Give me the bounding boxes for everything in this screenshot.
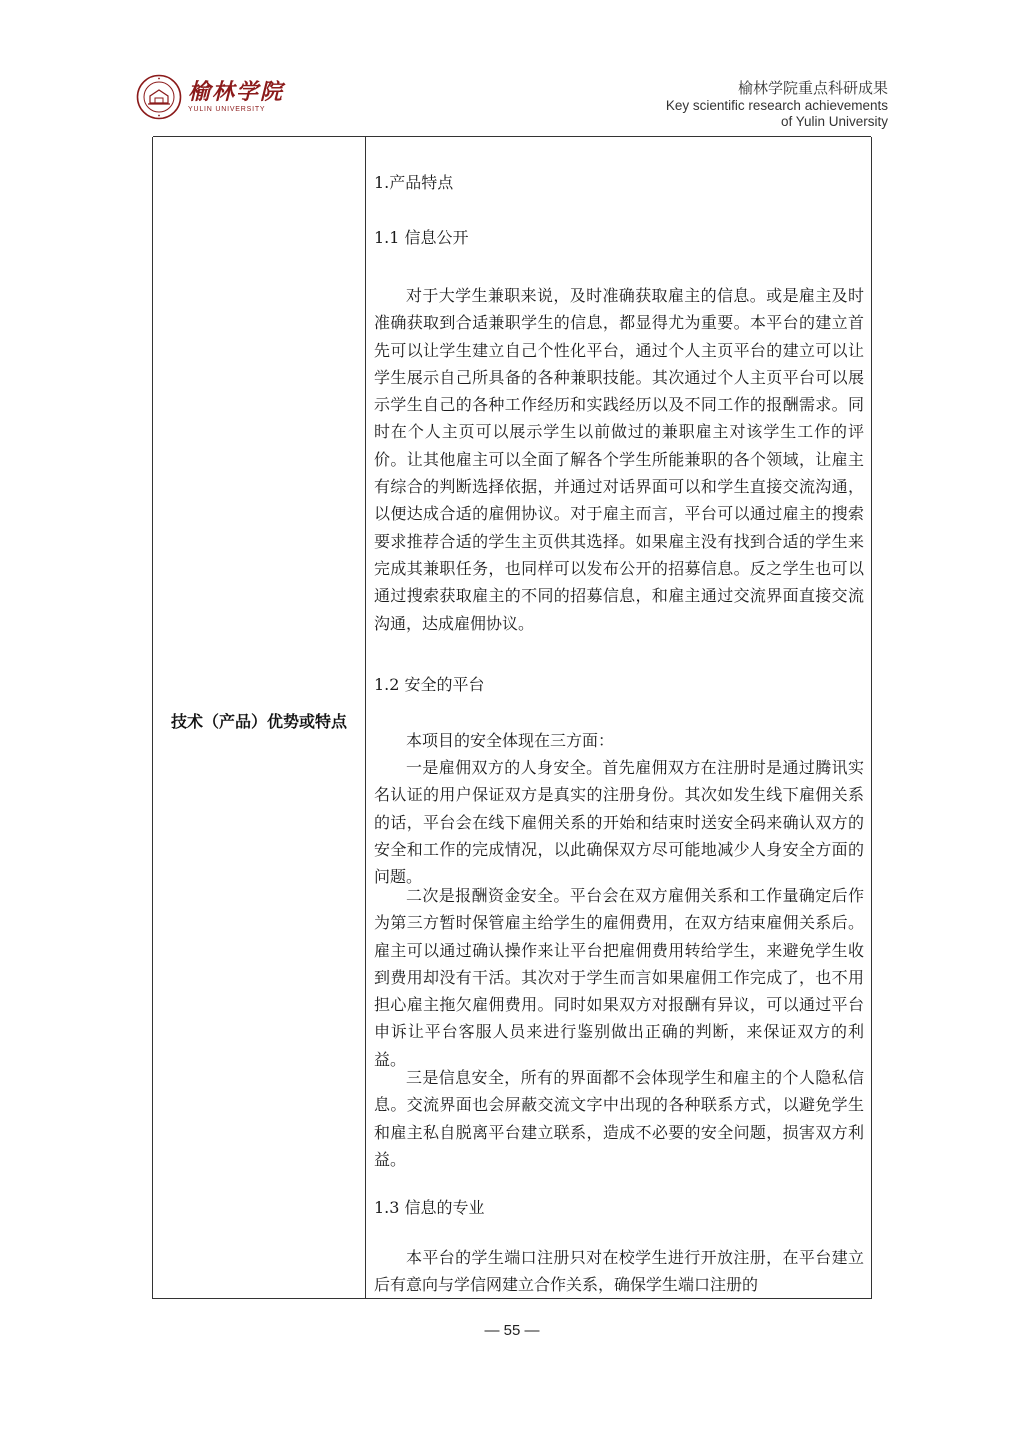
content-table bbox=[152, 137, 872, 1299]
section-heading-1-1: 1.1 信息公开 bbox=[374, 228, 469, 247]
paragraph-payment-safety: 二次是报酬资金安全。平台会在双方雇佣关系和工作量确定后作为第三方暂时保管雇主给学生的雇佣费用，在双方结束雇佣关系后。雇主可以通过确认操作来让平台把雇佣费用转给学生，来避免学生收到费用却没有干活。其次对于学生而言如果雇佣工作完成了，也不用担心雇主拖欠雇佣费用。同时如果双方对报酬有异议，可以通过平台申诉让平台客服人员来进行鉴别做出正确的判断，来保证双方的利益。 bbox=[374, 886, 864, 1069]
paragraph-info-professional: 本平台的学生端口注册只对在校学生进行开放注册，在平台建立后有意向与学信网建立合作关系，确保学生端口注册的 bbox=[374, 1248, 864, 1295]
section-heading-1-3: 1.3 信息的专业 bbox=[374, 1198, 485, 1217]
header-title-en-line2: of Yulin University bbox=[780, 114, 888, 129]
header-title-cn: 榆林学院重点科研成果 bbox=[737, 79, 888, 97]
section-heading-1-2: 1.2 安全的平台 bbox=[374, 675, 485, 694]
university-logo bbox=[136, 74, 284, 120]
page-header bbox=[0, 0, 1024, 140]
paragraph-personal-safety: 一是雇佣双方的人身安全。首先雇佣双方在注册时是通过腾讯实名认证的用户保证双方是真实的注册身份。其次如发生线下雇佣关系的话，平台会在线下雇佣关系的开始和结束时送安全码来确认双方的安全和工作的完成情况，以此确保双方尽可能地减少人身安全方面的问题。 bbox=[374, 758, 864, 887]
page-number: — 55 — bbox=[484, 1322, 540, 1339]
logo-chinese-name: 榆林学院 bbox=[188, 78, 285, 105]
paragraph-info-safety: 三是信息安全，所有的界面都不会体现学生和雇主的个人隐私信息。交流界面也会屏蔽交流文字中出现的各种联系方式，以避免学生和雇主私自脱离平台建立联系，造成不必要的安全问题，损害双方利益。 bbox=[374, 1068, 864, 1169]
paragraph-info-public: 对于大学生兼职来说，及时准确获取雇主的信息。或是雇主及时准确获取到合适兼职学生的信息，都显得尤为重要。本平台的建立首先可以让学生建立自己个性化平台，通过个人主页平台的建立可以让学生展示自己所具备的各种兼职技能。其次通过个人主页平台可以展示学生自己的各种工作经历和实践经历以及不同工作的报酬需求。同时在个人主页可以展示学生以前做过的兼职雇主对该学生工作的评价。让其他雇主可以全面了解各个学生所能兼职的各个领域，让雇主有综合的判断选择依据，并通过对话界面可以和学生直接交流沟通，以便达成合适的雇佣协议。对于雇主而言，平台可以通过雇主的搜索要求推荐合适的学生主页供其选择。如果雇主没有找到合适的学生来完成其兼职任务，也同样可以发布公开的招募信息。反之学生也可以通过搜索获取雇主的不同的招募信息，和雇主通过交流界面直接交流沟通，达成雇佣协议。 bbox=[374, 286, 864, 633]
row-label: 技术（产品）优势或特点 bbox=[170, 712, 347, 731]
logo-english-name: YULIN UNIVERSITY bbox=[188, 105, 266, 113]
university-seal-icon bbox=[136, 74, 182, 120]
section-heading-1: 1.产品特点 bbox=[374, 173, 454, 192]
header-title-en-line1: Key scientific research achievements bbox=[665, 98, 888, 113]
table-content-cell bbox=[374, 137, 864, 1298]
table-label-cell bbox=[153, 137, 366, 1298]
header-title-block bbox=[666, 78, 888, 130]
paragraph-security-intro: 本项目的安全体现在三方面： bbox=[406, 731, 615, 750]
